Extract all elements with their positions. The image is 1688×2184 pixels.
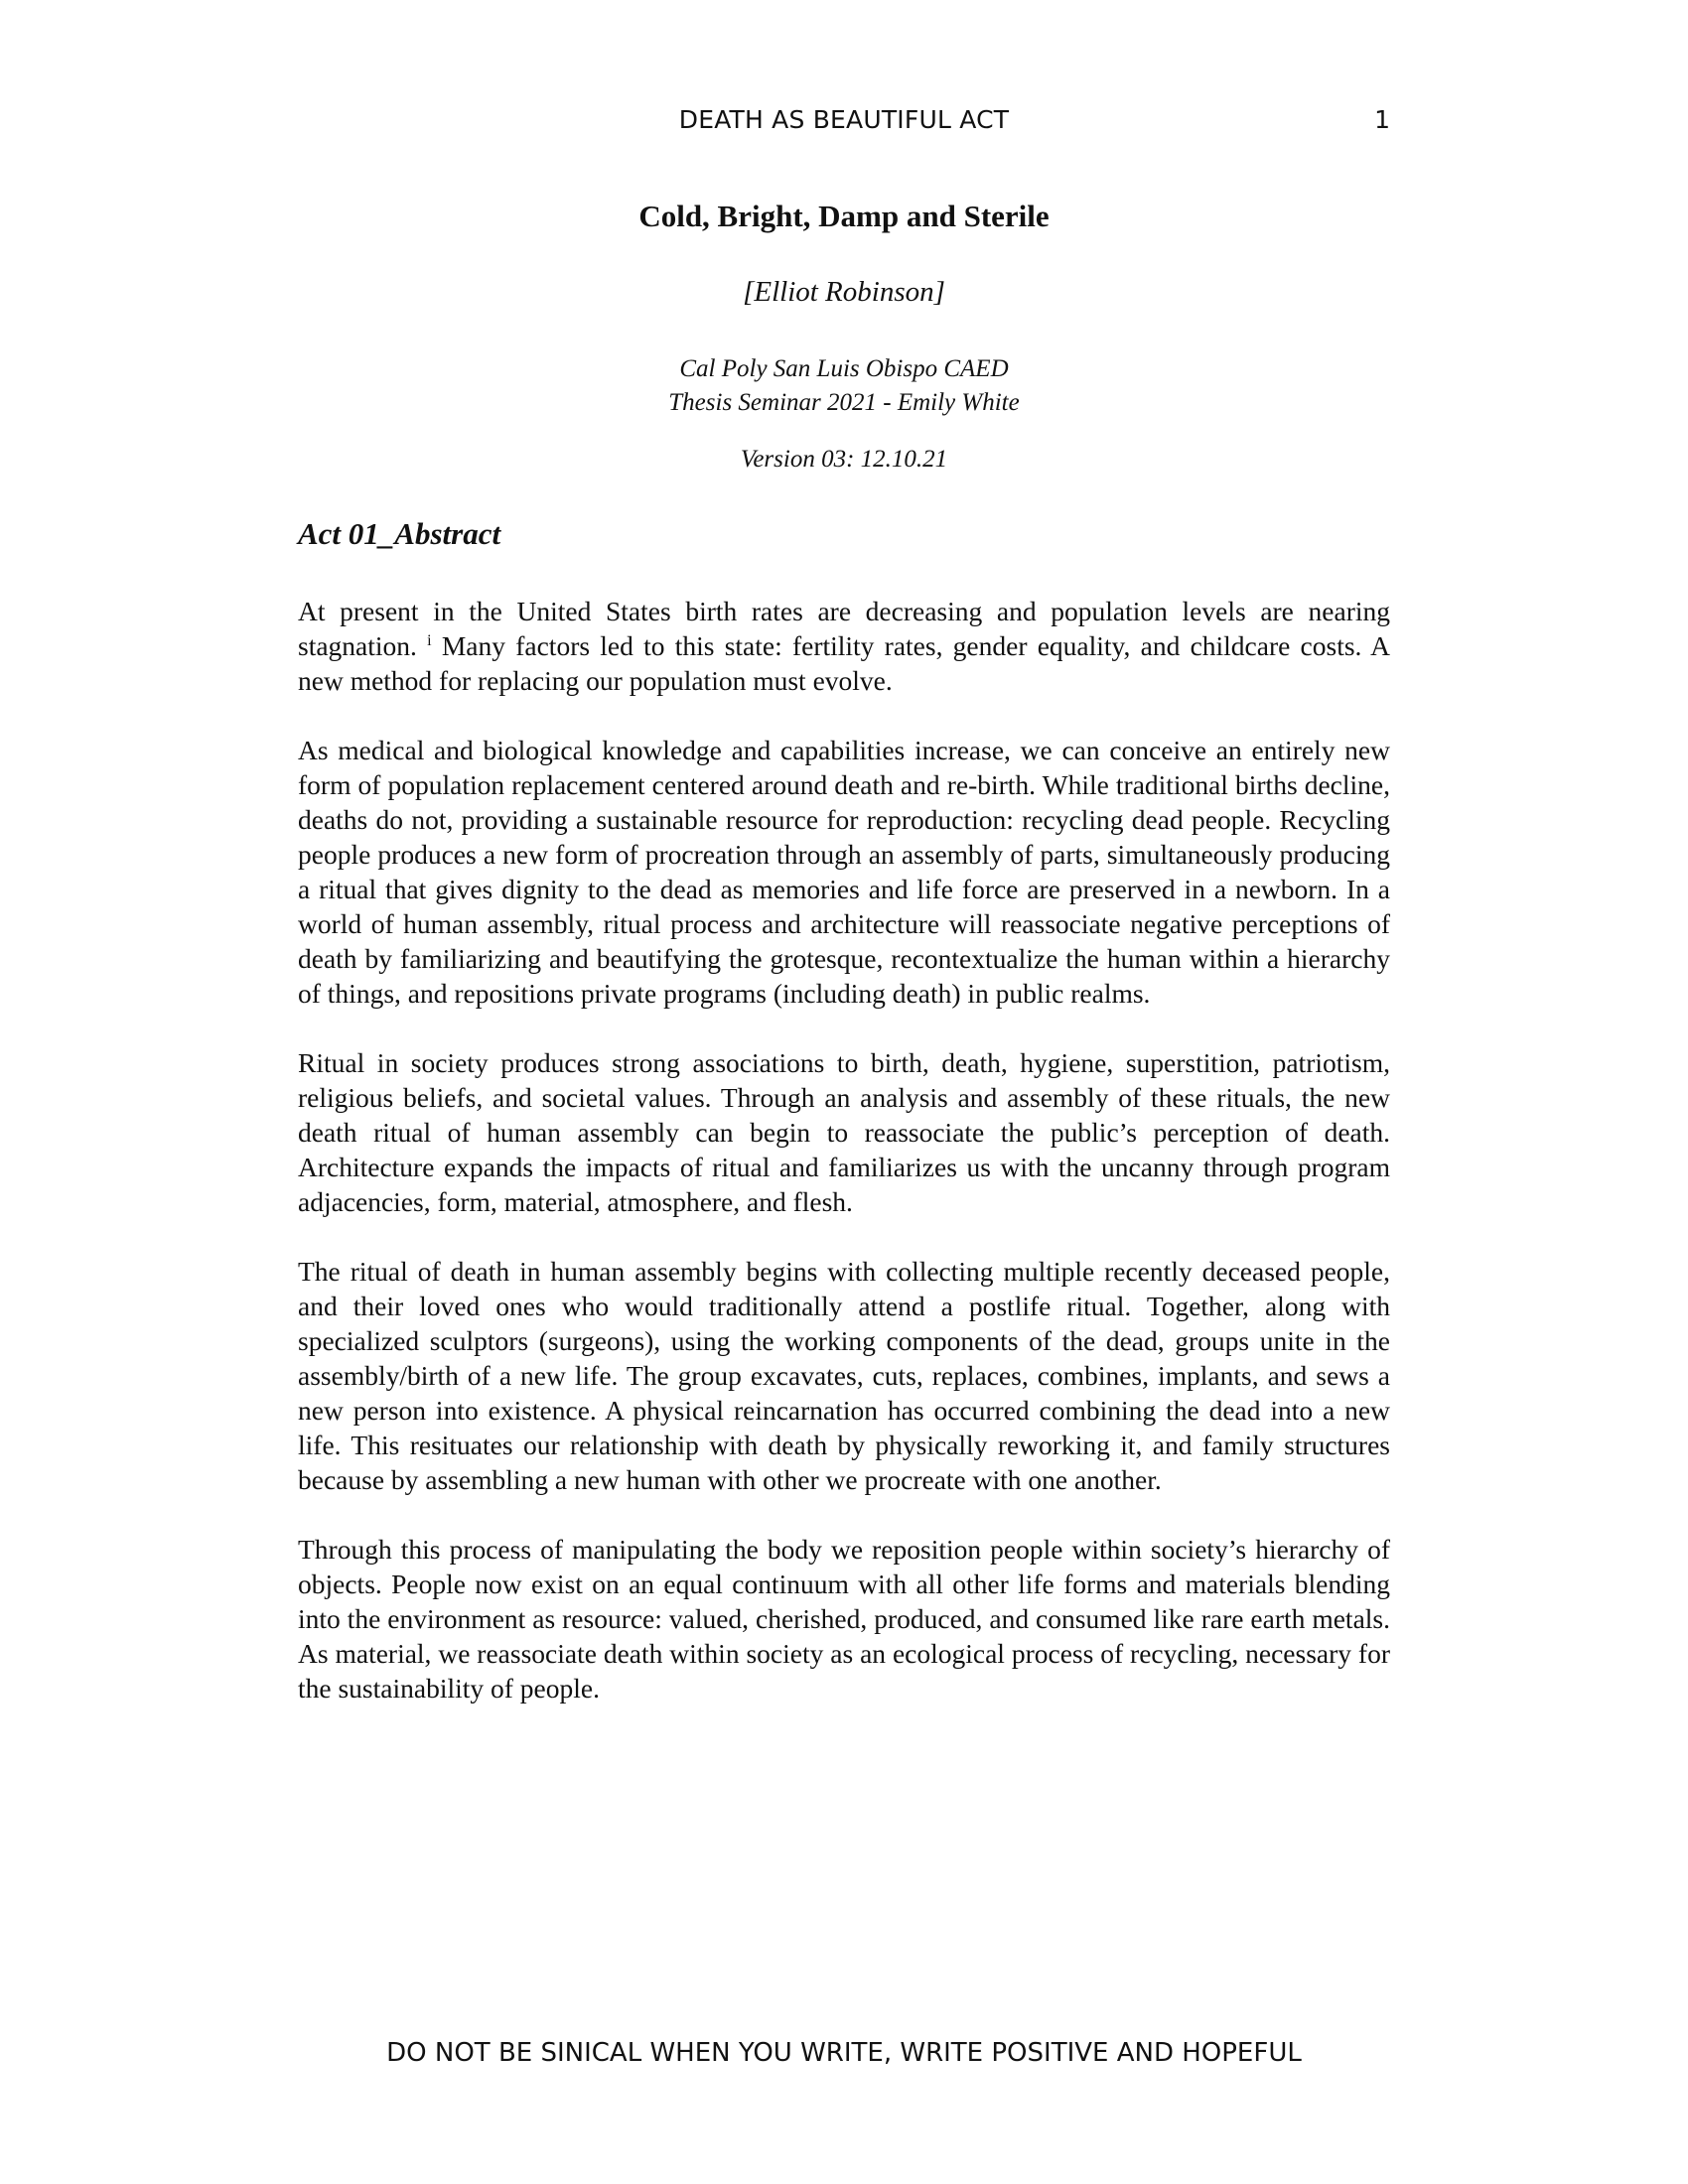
running-head: DEATH AS BEAUTIFUL ACT	[678, 105, 1010, 134]
paragraph-4: The ritual of death in human assembly begins with collecting multiple recently deceased people, and their loved ones who would traditionally attend a postlife ritual. Together, along with specialized sculptors (surgeons), using the working components of the dead, groups unite in the assembly/birth of a new life. The group excavates, cuts, replaces, combines, implants, and sews a new person into existence. A physical reincarnation has occurred combining the dead into a new life. This resituates our relationship with death by physically reworking it, and family structures because by assembling a new human with other we procreate with one another.	[298, 1256, 1390, 1495]
endnote-marker[interactable]: i	[427, 631, 432, 649]
footer-note: DO NOT BE SINICAL WHEN YOU WRITE, WRITE POSITIVE AND HOPEFUL	[386, 2038, 1302, 2068]
paragraph-2: As medical and biological knowledge and capabilities increase, we can conceive an entirely new form of population replacement centered around death and re-birth. While traditional births decline, deaths do not, providing a sustainable resource for reproduction: recycling dead people. Recycling people produces a new form of procreation through an assembly of parts, simultaneously producing a ritual that gives dignity to the dead as memories and life force are preserved in a newborn. In a world of human assembly, ritual process and architecture will reassociate negative perceptions of death by familiarizing and beautifying the grotesque, recontextualize the human within a hierarchy of things, and repositions private programs (including death) in public realms.	[298, 735, 1390, 1009]
section-heading: Act 01_Abstract	[298, 516, 501, 551]
paragraph-3: Ritual in society produces strong associations to birth, death, hygiene, superstition, patriotism, religious beliefs, and societal values. Through an analysis and assembly of these rituals, the new death ritual of human assembly can begin to reassociate the public’s perception of death. Architecture expands the impacts of ritual and familiarizes us with the uncanny through program adjacencies, form, material, atmosphere, and flesh.	[298, 1047, 1390, 1217]
paper-title: Cold, Bright, Damp and Sterile	[638, 199, 1050, 233]
author-name: [Elliot Robinson]	[743, 276, 945, 308]
page-number: 1	[1374, 105, 1390, 134]
abstract-body	[298, 594, 1390, 1740]
version-line: Version 03: 12.10.21	[740, 446, 948, 473]
affiliation-line-institution: Cal Poly San Luis Obispo CAED	[679, 355, 1009, 382]
paragraph-1-text-a: At present in the United States birth rates are decreasing and population levels are nearing stagnation.	[298, 596, 1390, 661]
paragraph-5: Through this process of manipulating the body we reposition people within society’s hierarchy of objects. People now exist on an equal continuum with all other life forms and materials blending into the environment as resource: valued, cherished, produced, and consumed like rare earth metals. As material, we reassociate death within society as an ecological process of recycling, necessary for the sustainability of people.	[298, 1534, 1390, 1704]
paragraph-1-text-b: Many factors led to this state: fertility rates, gender equality, and childcare costs. A new method for replacing our population must evolve.	[298, 630, 1391, 696]
affiliation-line-seminar: Thesis Seminar 2021 - Emily White	[668, 389, 1020, 416]
affiliation	[0, 352, 1688, 420]
paragraph-1	[298, 594, 1390, 698]
